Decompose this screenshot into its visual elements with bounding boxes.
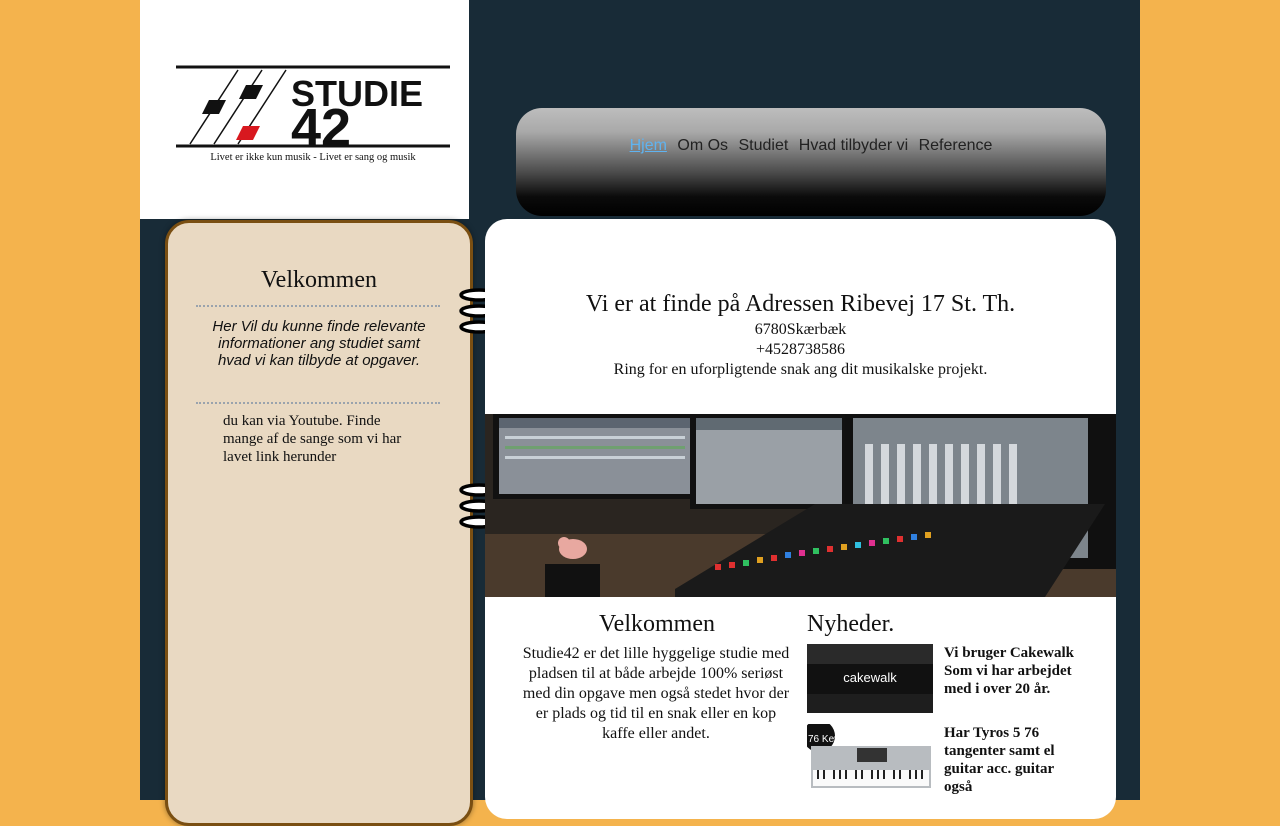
logo-number: 42 [291, 98, 352, 154]
nav-item-studiet[interactable]: Studiet [738, 137, 789, 154]
news-title: Nyheder. [807, 611, 895, 637]
news-item-text: Vi bruger Cakewalk Som vi har arbejdet med i over 20 år. [944, 645, 1075, 697]
sidebar-divider [196, 305, 440, 307]
news-item-text: Har Tyros 5 76 tangenter samt el guitar acc. guitar også [944, 725, 1055, 795]
site-container [140, 0, 1140, 800]
nav-item-hjem[interactable]: Hjem [629, 137, 667, 154]
sidebar-youtube-text: du kan via Youtube. Finde mange af de sange som vi har lavet link herunder [223, 413, 402, 465]
logo-area[interactable] [140, 0, 469, 219]
sidebar-intro: Her Vil du kunne finde relevante informationer ang studiet samt hvad vi kan tilbyde at opgaver. [212, 318, 426, 369]
news-image-label: 76 Keys [808, 734, 845, 745]
nav-item-reference[interactable]: Reference [918, 137, 993, 154]
address-title: Vi er at finde på Adressen Ribevej 17 St. Th. [585, 291, 1016, 317]
studio-photo [485, 414, 1116, 597]
main-content [485, 219, 1116, 819]
phone-number: +4528738586 [755, 341, 846, 358]
news-item-image[interactable] [807, 644, 933, 713]
nav-item-om-os[interactable]: Om Os [677, 137, 729, 154]
news-image-label: cakewalk [843, 670, 897, 685]
nav-item-hvad-tilbyder-vi[interactable]: Hvad tilbyder vi [798, 137, 909, 154]
studie42-logo [176, 62, 450, 154]
sidebar-divider [196, 402, 440, 404]
call-to-action: Ring for en uforpligtende snak ang dit musikalske projekt. [613, 361, 988, 378]
address-city: 6780Skærbæk [754, 321, 847, 338]
logo-name: STUDIE [291, 73, 424, 114]
welcome-title: Velkommen [599, 611, 715, 637]
welcome-text: Studie42 er det lille hyggelige studie med pladsen til at både arbejde 100% seriøst med din opgave men også stedet hvor der er plads og tid til en snak eller en kop kaffe eller andet. [522, 645, 790, 742]
logo-tagline: Livet er ikke kun musik - Livet er sang og musik [210, 152, 416, 163]
news-item-image[interactable] [807, 724, 933, 793]
sidebar-title: Velkommen [261, 267, 377, 293]
main-navigation [516, 108, 1106, 216]
sidebar-panel [165, 220, 473, 826]
